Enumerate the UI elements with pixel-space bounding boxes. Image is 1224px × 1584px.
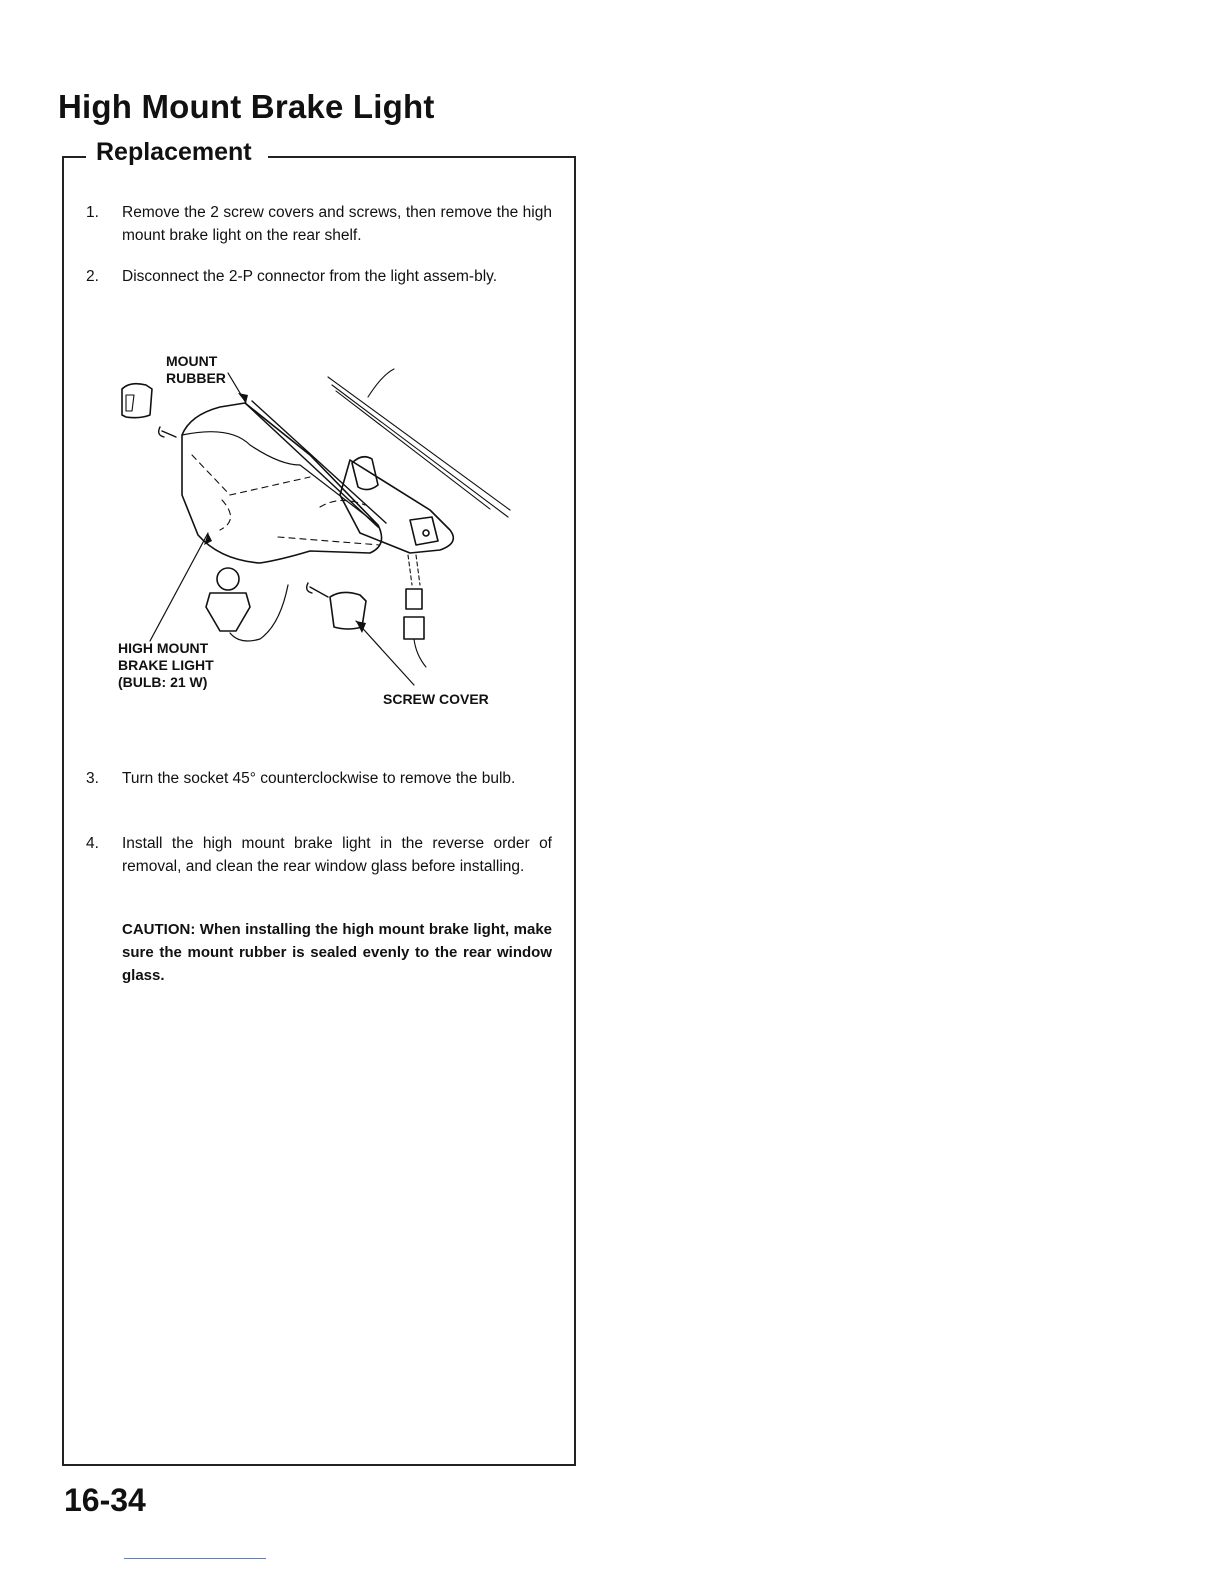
bulb-socket bbox=[206, 593, 250, 631]
bracket-clip bbox=[352, 457, 378, 490]
callout-line: SCREW COVER bbox=[383, 691, 489, 707]
callout-brake-light bbox=[118, 640, 214, 691]
section-title: Replacement bbox=[92, 138, 256, 167]
step-text: Install the high mount brake light in the reverse order of removal, and clean the rear window glass before installing. bbox=[122, 835, 552, 875]
glass-edge-curl bbox=[368, 369, 394, 397]
connector-wire bbox=[414, 639, 426, 667]
step-1 bbox=[86, 201, 552, 247]
callout-line: BRAKE LIGHT bbox=[118, 657, 214, 673]
screw-bottom bbox=[307, 583, 328, 597]
section-rule-left bbox=[62, 156, 86, 158]
screw-cover-top-inner bbox=[126, 395, 134, 411]
step-number: 4. bbox=[86, 835, 99, 852]
step-text: Disconnect the 2-P connector from the light assem-bly. bbox=[122, 268, 498, 285]
step-2 bbox=[86, 265, 552, 288]
step-number: 1. bbox=[86, 204, 99, 221]
hidden-lines bbox=[192, 455, 380, 545]
leader-screw-cover bbox=[356, 621, 414, 685]
callout-line: RUBBER bbox=[166, 370, 226, 386]
step-4 bbox=[86, 832, 552, 878]
light-housing bbox=[182, 403, 382, 563]
arrowhead-mount-rubber bbox=[238, 393, 248, 403]
callout-mount-rubber bbox=[166, 353, 226, 387]
step-number: 3. bbox=[86, 770, 99, 787]
bottom-rule bbox=[124, 1558, 266, 1559]
bracket-hole bbox=[423, 530, 429, 536]
step-text: Turn the socket 45° counterclockwise to remove the bulb. bbox=[122, 770, 516, 787]
connector-lower bbox=[404, 617, 424, 639]
connector-upper bbox=[406, 589, 422, 609]
rear-window-glass-edge bbox=[328, 377, 510, 517]
section-rule-right bbox=[268, 156, 576, 158]
callout-line: MOUNT bbox=[166, 353, 218, 369]
step-number: 2. bbox=[86, 268, 99, 285]
callout-screw-cover bbox=[383, 691, 489, 708]
caution-note: CAUTION: When installing the high mount brake light, make sure the mount rubber is sealed evenly to the rear window glass. bbox=[122, 921, 552, 984]
step-3 bbox=[86, 767, 552, 790]
step-text: Remove the 2 screw covers and screws, then remove the high mount brake light on the rear shelf. bbox=[122, 204, 552, 244]
bulb bbox=[217, 568, 239, 590]
leader-brake-light bbox=[150, 533, 208, 641]
page-number: 16-34 bbox=[64, 1482, 146, 1518]
callout-line: HIGH MOUNT bbox=[118, 640, 209, 656]
screw-top bbox=[159, 427, 176, 437]
harness-wire bbox=[408, 555, 420, 585]
page-title: High Mount Brake Light bbox=[58, 88, 435, 125]
callout-line: (BULB: 21 W) bbox=[118, 674, 208, 690]
